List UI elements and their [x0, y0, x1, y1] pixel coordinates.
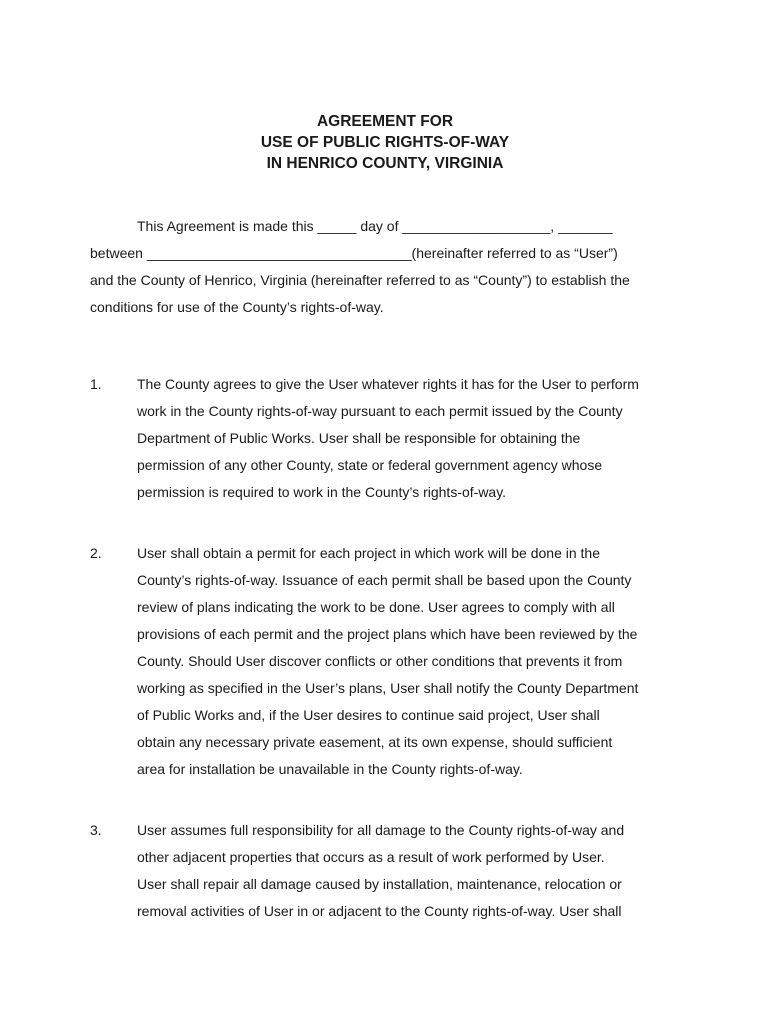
clause-number: 1. [90, 376, 102, 392]
clause-line: County’s rights-of-way. Issuance of each permit shall be based upon the County [137, 572, 632, 588]
clause-line: permission is required to work in the County’s rights-of-way. [137, 484, 507, 500]
clause-line: review of plans indicating the work to be done. User agrees to comply with all [137, 599, 615, 615]
clause-line: provisions of each permit and the project plans which have been reviewed by the [137, 626, 638, 642]
clause-line: removal activities of User in or adjacent to the County rights-of-way. User shall [137, 903, 622, 919]
title-line-3: IN HENRICO COUNTY, VIRGINIA [266, 155, 504, 172]
intro-line-2: between __________________________________(hereinafter referred to as “User”) [90, 245, 618, 261]
title-line-2: USE OF PUBLIC RIGHTS-OF-WAY [260, 134, 510, 151]
document-title [0, 111, 770, 174]
clause-line: The County agrees to give the User whatever rights it has for the User to perform [137, 376, 639, 392]
intro-line-4: conditions for use of the County’s rights-of-way. [90, 299, 384, 315]
title-line-1: AGREEMENT FOR [316, 113, 454, 130]
intro-line-3: and the County of Henrico, Virginia (hereinafter referred to as “County”) to establish the [90, 272, 630, 288]
clause-body [137, 540, 697, 783]
clause-line: work in the County rights-of-way pursuant to each permit issued by the County [137, 403, 623, 419]
clause-line: other adjacent properties that occurs as a result of work performed by User. [137, 849, 605, 865]
intro-line-1: This Agreement is made this _____ day of ___________________, _______ [137, 218, 613, 234]
clause-number: 2. [90, 545, 102, 561]
clause-line: County. Should User discover conflicts or other conditions that prevents it from [137, 653, 623, 669]
clause-line: obtain any necessary private easement, at its own expense, should sufficient [137, 734, 613, 750]
clause-body [137, 817, 697, 925]
clause-line: working as specified in the User’s plans, User shall notify the County Department [137, 680, 639, 696]
clause-body [137, 371, 697, 506]
clause-line: permission of any other County, state or federal government agency whose [137, 457, 603, 473]
clause-line: of Public Works and, if the User desires to continue said project, User shall [137, 707, 600, 723]
clause-line: Department of Public Works. User shall be responsible for obtaining the [137, 430, 581, 446]
intro-paragraph [90, 213, 690, 321]
clause-number: 3. [90, 822, 102, 838]
clause-line: area for installation be unavailable in the County rights-of-way. [137, 761, 523, 777]
clause-line: User assumes full responsibility for all damage to the County rights-of-way and [137, 822, 625, 838]
clause-line: User shall repair all damage caused by installation, maintenance, relocation or [137, 876, 622, 892]
clause-line: User shall obtain a permit for each project in which work will be done in the [137, 545, 601, 561]
